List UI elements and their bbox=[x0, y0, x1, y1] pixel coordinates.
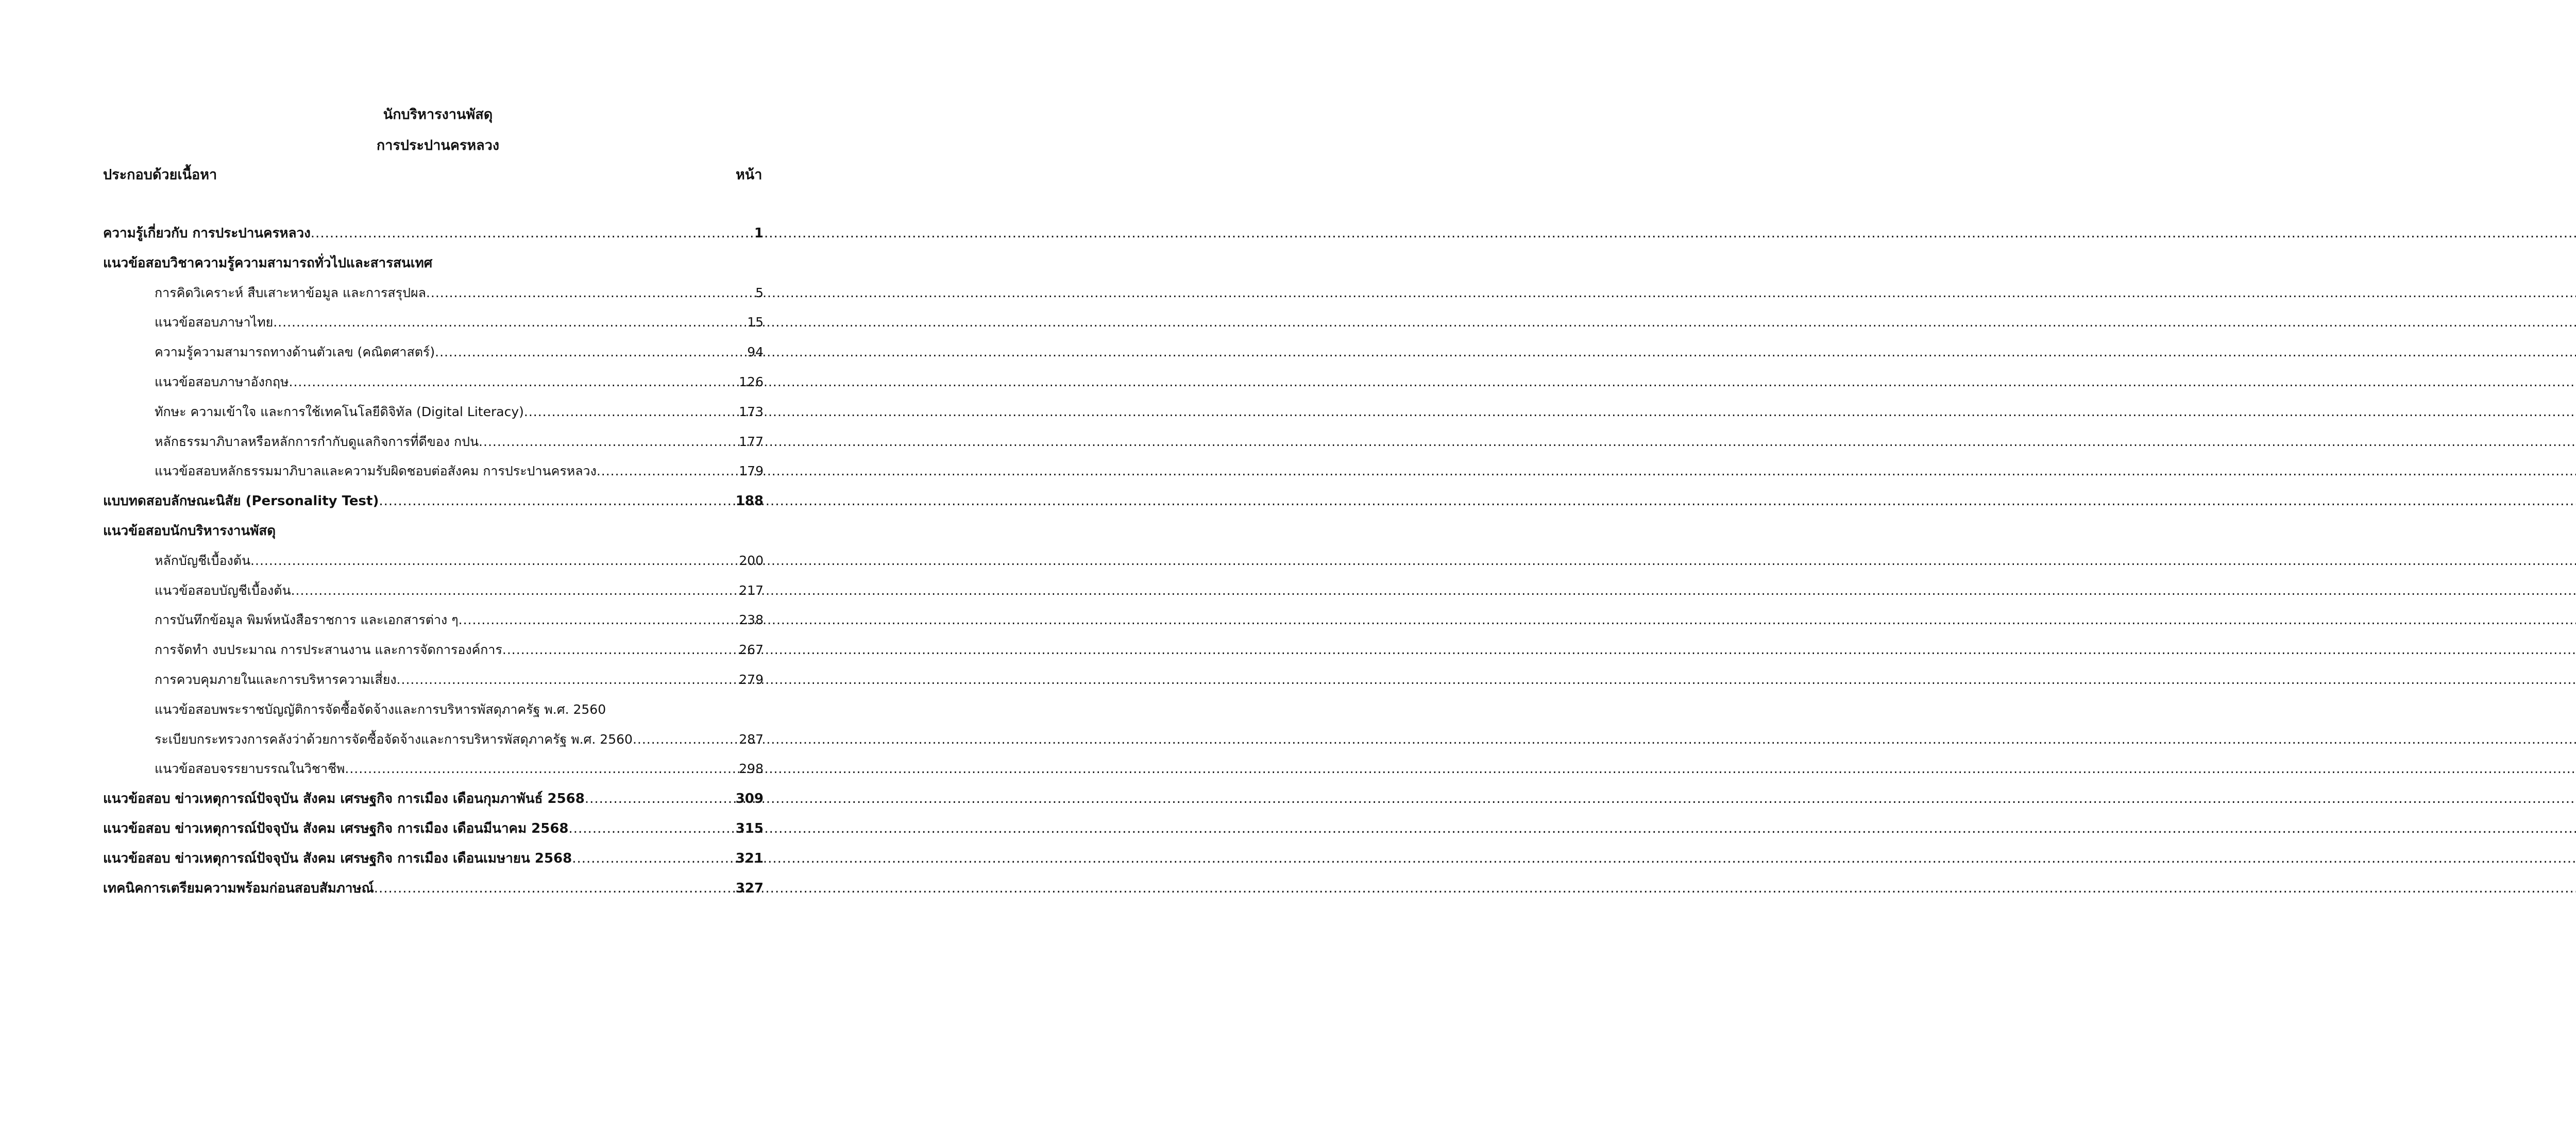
toc-dot-leader bbox=[291, 580, 739, 601]
toc-entry bbox=[155, 729, 764, 750]
toc-dot-leader bbox=[374, 878, 736, 899]
toc-entry bbox=[155, 312, 764, 333]
toc-page-number: 126 bbox=[739, 374, 764, 389]
toc-entry-title: แนวข้อสอบ ข่าวเหตุการณ์ปัจจุบัน สังคม เศรษฐกิจ การเมือง เดือนกุมภาพันธ์ 2568 bbox=[103, 791, 585, 806]
toc-entry-title: แนวข้อสอบภาษาอังกฤษ bbox=[155, 374, 289, 389]
toc-entry bbox=[103, 818, 764, 839]
toc-entry-title: หลักบัญชีเบื้องต้น bbox=[155, 553, 251, 568]
toc-dot-leader bbox=[524, 402, 739, 422]
toc-dot-leader bbox=[345, 759, 739, 779]
toc-entry-title: แนวข้อสอบ ข่าวเหตุการณ์ปัจจุบัน สังคม เศรษฐกิจ การเมือง เดือนเมษายน 2568 bbox=[103, 851, 572, 866]
toc-page-number: 188 bbox=[735, 493, 764, 509]
toc-entry-title: แนวข้อสอบวิชาความรู้ความสามารถทั่วไปและสารสนเทศ bbox=[103, 255, 433, 271]
toc-entry-title: ระเบียบกระทรวงการคลังว่าด้วยการจัดซื้อจัดจ้างและการบริหารพัสดุภาครัฐ พ.ศ. 2560 bbox=[155, 732, 633, 747]
toc-entry-title: การบันทึกข้อมูล พิมพ์หนังสือราชการ และเอกสารต่าง ๆ bbox=[155, 612, 459, 627]
toc-entry bbox=[155, 670, 764, 690]
toc-entry-title: ความรู้เกี่ยวกับ การประปานครหลวง bbox=[103, 226, 311, 241]
toc-dot-leader bbox=[397, 670, 739, 690]
toc-entry bbox=[155, 432, 764, 452]
toc-entry-title: หลักธรรมาภิบาลหรือหลักการกำกับดูแลกิจการที่ดีของ กปน bbox=[155, 434, 479, 449]
toc-dot-leader bbox=[597, 461, 739, 482]
page-heading: หน้า bbox=[736, 167, 762, 183]
toc-entry-title: แนวข้อสอบ ข่าวเหตุการณ์ปัจจุบัน สังคม เศรษฐกิจ การเมือง เดือนมีนาคม 2568 bbox=[103, 821, 569, 836]
toc-entry-title: แนวข้อสอบภาษาไทย bbox=[155, 315, 274, 330]
document-subtitle: การประปานครหลวง bbox=[376, 138, 500, 153]
toc-entry bbox=[155, 699, 764, 720]
toc-page-number: 287 bbox=[739, 732, 764, 747]
toc-dot-leader bbox=[502, 640, 739, 660]
toc-dot-leader bbox=[572, 848, 735, 869]
toc-dot-leader bbox=[311, 223, 754, 244]
toc-entry-title: แบบทดสอบลักษณะนิสัย (Personality Test) bbox=[103, 493, 379, 509]
toc-entry-title: แนวข้อสอบพระราชบัญญัติการจัดซื้อจัดจ้างและการบริหารพัสดุภาครัฐ พ.ศ. 2560 bbox=[155, 702, 606, 717]
toc-dot-leader bbox=[479, 432, 739, 452]
toc-page-number: 200 bbox=[739, 553, 764, 568]
toc-entry-title: การคิดวิเคราะห์ สืบเสาะหาข้อมูล และการสรุปผล bbox=[155, 285, 426, 300]
toc-dot-leader bbox=[379, 491, 735, 511]
toc-entry bbox=[103, 878, 764, 899]
toc-entry bbox=[155, 283, 764, 303]
toc-entry bbox=[155, 402, 764, 422]
toc-entry-title: แนวข้อสอบนักบริหารงานพัสดุ bbox=[103, 523, 276, 539]
toc-page-number: 321 bbox=[735, 851, 764, 866]
toc-entry bbox=[155, 640, 764, 660]
toc-page-number: 173 bbox=[739, 404, 764, 419]
toc-page-number: 179 bbox=[739, 464, 764, 478]
toc-page-number: 279 bbox=[739, 672, 764, 687]
toc-entry-title: ทักษะ ความเข้าใจ และการใช้เทคโนโลยีดิจิทัล (Digital Literacy) bbox=[155, 404, 524, 419]
toc-dot-leader bbox=[633, 729, 739, 750]
toc-entry bbox=[103, 521, 764, 541]
toc-page-number: 177 bbox=[739, 434, 764, 449]
toc-entry-title: การควบคุมภายในและการบริหารความเสี่ยง bbox=[155, 672, 397, 687]
toc-entry bbox=[155, 461, 764, 482]
toc-dot-leader bbox=[435, 342, 747, 363]
toc-dot-leader bbox=[426, 283, 755, 303]
document-title: นักบริหารงานพัสดุ bbox=[383, 107, 493, 123]
toc-entry-title: แนวข้อสอบจรรยาบรรณในวิชาชีพ bbox=[155, 761, 345, 776]
toc-page-number: 94 bbox=[747, 345, 764, 359]
toc-entry bbox=[103, 253, 764, 273]
toc-entry bbox=[155, 372, 764, 392]
toc-entry bbox=[103, 491, 764, 511]
toc-dot-leader bbox=[569, 818, 736, 839]
toc-entry bbox=[155, 342, 764, 363]
toc-entry-title: ความรู้ความสามารถทางด้านตัวเลข (คณิตศาสตร์) bbox=[155, 345, 435, 359]
toc-entry bbox=[155, 610, 764, 630]
toc-page-number: 267 bbox=[739, 642, 764, 657]
toc-page-number: 217 bbox=[739, 583, 764, 598]
toc-entry bbox=[103, 788, 764, 809]
toc-dot-leader bbox=[289, 372, 739, 392]
toc-dot-leader bbox=[459, 610, 739, 630]
toc-entry bbox=[155, 551, 764, 571]
toc-dot-leader bbox=[250, 551, 739, 571]
toc-entry bbox=[103, 848, 764, 869]
toc-dot-leader bbox=[585, 788, 736, 809]
toc-entry-title: แนวข้อสอบบัญชีเบื้องต้น bbox=[155, 583, 291, 598]
contents-heading: ประกอบด้วยเนื้อหา bbox=[103, 167, 217, 183]
toc-page-number: 309 bbox=[735, 791, 764, 806]
toc-dot-leader bbox=[273, 312, 747, 333]
toc-page-number: 1 bbox=[754, 226, 764, 241]
toc-entry-title: การจัดทำ งบประมาณ การประสานงาน และการจัดการองค์การ bbox=[155, 642, 502, 657]
toc-entry-title: แนวข้อสอบหลักธรรมมาภิบาลและความรับผิดชอบต่อสังคม การประปานครหลวง bbox=[155, 464, 597, 478]
toc-page-number: 238 bbox=[739, 612, 764, 627]
toc-entry bbox=[155, 580, 764, 601]
toc-page-number: 315 bbox=[735, 821, 764, 836]
toc-page-number: 298 bbox=[739, 761, 764, 776]
toc-entry-title: เทคนิคการเตรียมความพร้อมก่อนสอบสัมภาษณ์ bbox=[103, 881, 374, 896]
toc-page-number: 327 bbox=[735, 881, 764, 896]
toc-page-number: 15 bbox=[747, 315, 764, 330]
toc-entry bbox=[155, 759, 764, 779]
toc-page-number: 5 bbox=[755, 285, 764, 300]
toc-entry bbox=[103, 223, 764, 244]
